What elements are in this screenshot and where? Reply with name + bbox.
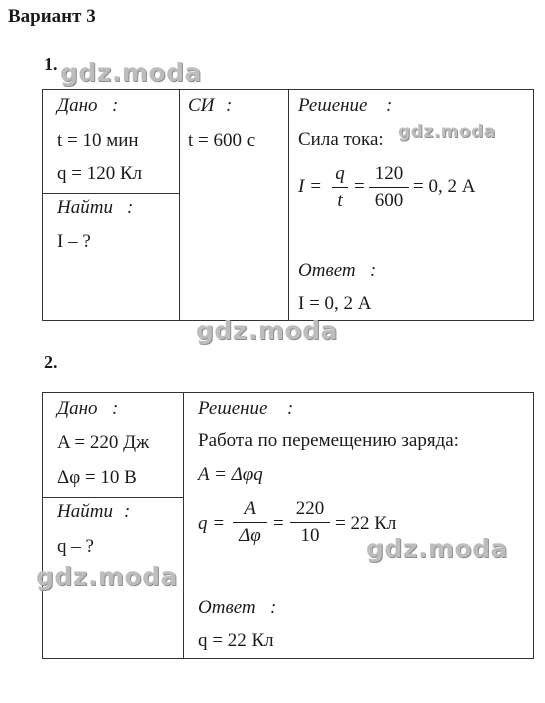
- fraction-bar: [369, 187, 409, 188]
- fraction-denominator: t: [337, 190, 343, 211]
- colon: :: [386, 95, 393, 116]
- task1-given-header: Дано: [57, 95, 98, 116]
- colon: :: [287, 398, 294, 419]
- task1-solution-text: Сила тока:: [298, 129, 384, 150]
- task2-given-header: Дано: [57, 398, 98, 419]
- fraction-bar: [290, 522, 330, 523]
- watermark: gdz.moda: [60, 58, 202, 87]
- task2-find-header: Найти: [57, 501, 113, 522]
- fraction-bar: [332, 187, 348, 188]
- fraction-denominator: Δφ: [239, 525, 261, 546]
- task1-find-line: I – ?: [57, 231, 91, 252]
- task2-formula-1: A = Δφq: [198, 464, 263, 485]
- task1-fraction-2: [369, 163, 409, 212]
- task2-find-line: q – ?: [57, 536, 94, 557]
- task1-find-header: Найти: [57, 197, 113, 218]
- task2-given-line: Δφ = 10 В: [57, 467, 137, 488]
- task1-equals: =: [354, 176, 365, 197]
- fraction-numerator: 120: [374, 163, 404, 184]
- task1-si-header: СИ: [188, 95, 215, 116]
- task1-given-line: t = 10 мин: [57, 130, 139, 151]
- watermark: gdz.moda: [366, 534, 508, 563]
- task2-answer-header: Ответ: [198, 597, 256, 618]
- task1-formula-lhs: I =: [298, 176, 322, 197]
- task1-si-line: t = 600 с: [188, 130, 256, 151]
- fraction-numerator: q: [335, 163, 345, 184]
- colon: :: [124, 501, 131, 522]
- task1-answer: I = 0, 2 А: [298, 293, 372, 314]
- task1-divider: [42, 193, 179, 194]
- colon: :: [270, 597, 277, 618]
- fraction-denominator: 10: [300, 525, 320, 546]
- colon: :: [226, 95, 233, 116]
- colon: :: [112, 95, 119, 116]
- fraction-bar: [233, 522, 267, 523]
- fraction-numerator: A: [244, 498, 256, 519]
- task1-divider: [288, 89, 289, 320]
- task2-divider: [42, 497, 183, 498]
- page-title: Вариант 3: [8, 6, 96, 27]
- fraction-denominator: 600: [374, 190, 404, 211]
- task1-number: 1.: [44, 54, 58, 74]
- task1-solution-header: Решение: [298, 95, 368, 116]
- task1-divider: [179, 89, 180, 320]
- task1-given-line: q = 120 Кл: [57, 163, 143, 184]
- task2-fraction-2: [290, 498, 330, 547]
- fraction-numerator: 220: [295, 498, 325, 519]
- colon: :: [127, 197, 134, 218]
- task2-answer: q = 22 Кл: [198, 630, 274, 651]
- task1-fraction-1: [332, 163, 348, 212]
- task1-formula-result: = 0, 2 А: [413, 176, 476, 197]
- task2-equals: =: [273, 513, 284, 534]
- task2-fraction-1: [233, 498, 267, 547]
- colon: :: [112, 398, 119, 419]
- task1-answer-header: Ответ: [298, 260, 356, 281]
- task2-number: 2.: [44, 352, 58, 372]
- watermark: gdz.moda: [36, 562, 178, 591]
- watermark: gdz.moda: [398, 122, 496, 142]
- task2-solution-header: Решение: [198, 398, 268, 419]
- task2-divider: [183, 392, 184, 658]
- task2-formula-lhs: q =: [198, 513, 226, 534]
- watermark: gdz.moda: [196, 316, 338, 345]
- task2-formula-result: = 22 Кл: [335, 513, 397, 534]
- task2-solution-text: Работа по перемещению заряда:: [198, 430, 459, 451]
- task2-given-line: A = 220 Дж: [57, 432, 150, 453]
- colon: :: [370, 260, 377, 281]
